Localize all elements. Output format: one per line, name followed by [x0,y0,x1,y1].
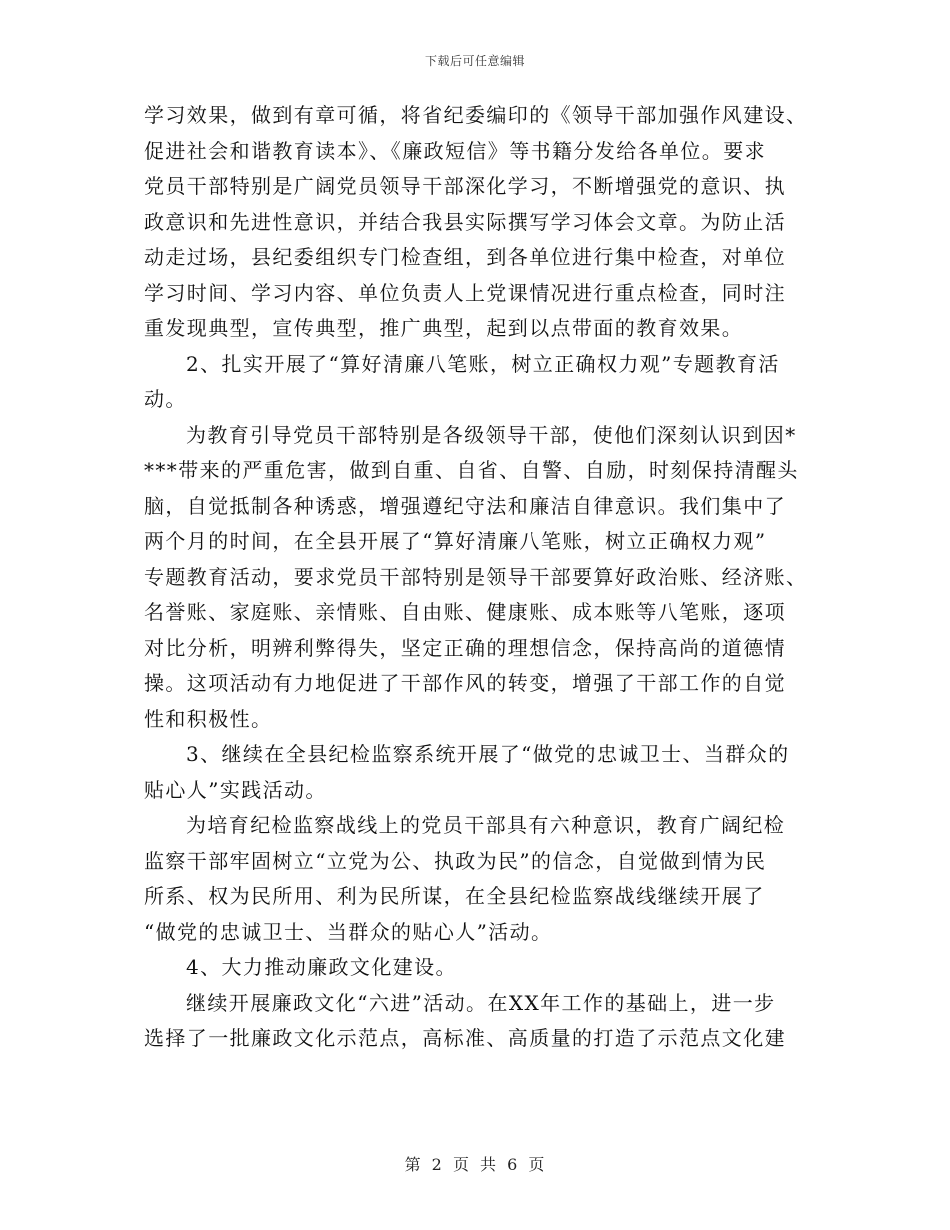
text-line: 对比分析，明辨利弊得失，坚定正确的理想信念，保持高尚的道德情 [144,635,786,660]
text-line: 为培育纪检监察战线上的党员干部具有六种意识，教育广阔纪检 [186,813,786,837]
text-line: 贴心人”实践活动。 [144,777,327,802]
text-line: 所系、权为民所用、利为民所谋，在全县纪检监察战线继续开展了 [144,884,765,908]
text-line: 学习时间、学习内容、单位负责人上党课情况进行重点检查，同时注 [144,280,786,305]
text-line: 学习效果，做到有章可循，将省纪委编印的《领导干部加强作风建设、 [144,103,808,127]
text-line: 动走过场，县纪委组织专门检查组，到各单位进行集中检查，对单位 [144,245,786,269]
document-body [144,98,808,1057]
page-header: 下载后可任意编辑 [424,54,525,68]
text-line: 名誉账、家庭账、亲情账、自由账、健康账、成本账等八笔账，逐项 [144,600,786,624]
text-line: 监察干部牢固树立“立党为公、执政为民”的信念，自觉做到情为民 [144,848,767,873]
text-line: 选择了一批廉政文化示范点，高标准、高质量的打造了示范点文化建 [144,1026,786,1050]
text-line: 继续开展廉政文化“六进”活动。在XX年工作的基础上，进一步 [186,990,776,1015]
text-line: 操。这项活动有力地促进了干部作风的转变，增强了干部工作的自觉 [144,671,786,695]
text-line: 为教育引导党员干部特别是各级领导干部，使他们深刻认识到因* [186,422,797,447]
text-line: 专题教育活动，要求党员干部特别是领导干部要算好政治账、经济账、 [144,564,808,589]
text-line: 2、扎实开展了“算好清廉八笔账，树立正确权力观”专题教育活 [186,351,780,376]
text-line: 促进社会和谐教育读本》、《廉政短信》等书籍分发给各单位。要求 [144,138,766,163]
text-line: 党员干部特别是广阔党员领导干部深化学习，不断增强党的意识、执 [144,174,786,198]
page-footer: 第 2 页 共 6 页 [404,1155,546,1174]
text-line: 重发现典型，宣传典型，推广典型，起到以点带面的教育效果。 [144,316,744,340]
text-line: 两个月的时间，在全县开展了“算好清廉八笔账，树立正确权力观” [144,529,767,553]
text-line: 4、大力推动廉政文化建设。 [186,955,457,979]
text-line: “做党的忠诚卫士、当群众的贴心人”活动。 [144,919,553,944]
text-line: 脑，自觉抵制各种诱惑，增强遵纪守法和廉洁自律意识。我们集中了 [144,493,786,518]
text-line: 动。 [144,387,187,411]
text-line: 政意识和先进性意识，并结合我县实际撰写学习体会文章。为防止活 [144,209,786,234]
text-line: 性和积极性。 [144,706,273,731]
text-line: ***带来的严重危害，做到自重、自省、自警、自励，时刻保持清醒头 [144,458,799,482]
text-line: 3、继续在全县纪检监察系统开展了“做党的忠诚卫士、当群众的 [186,742,790,766]
